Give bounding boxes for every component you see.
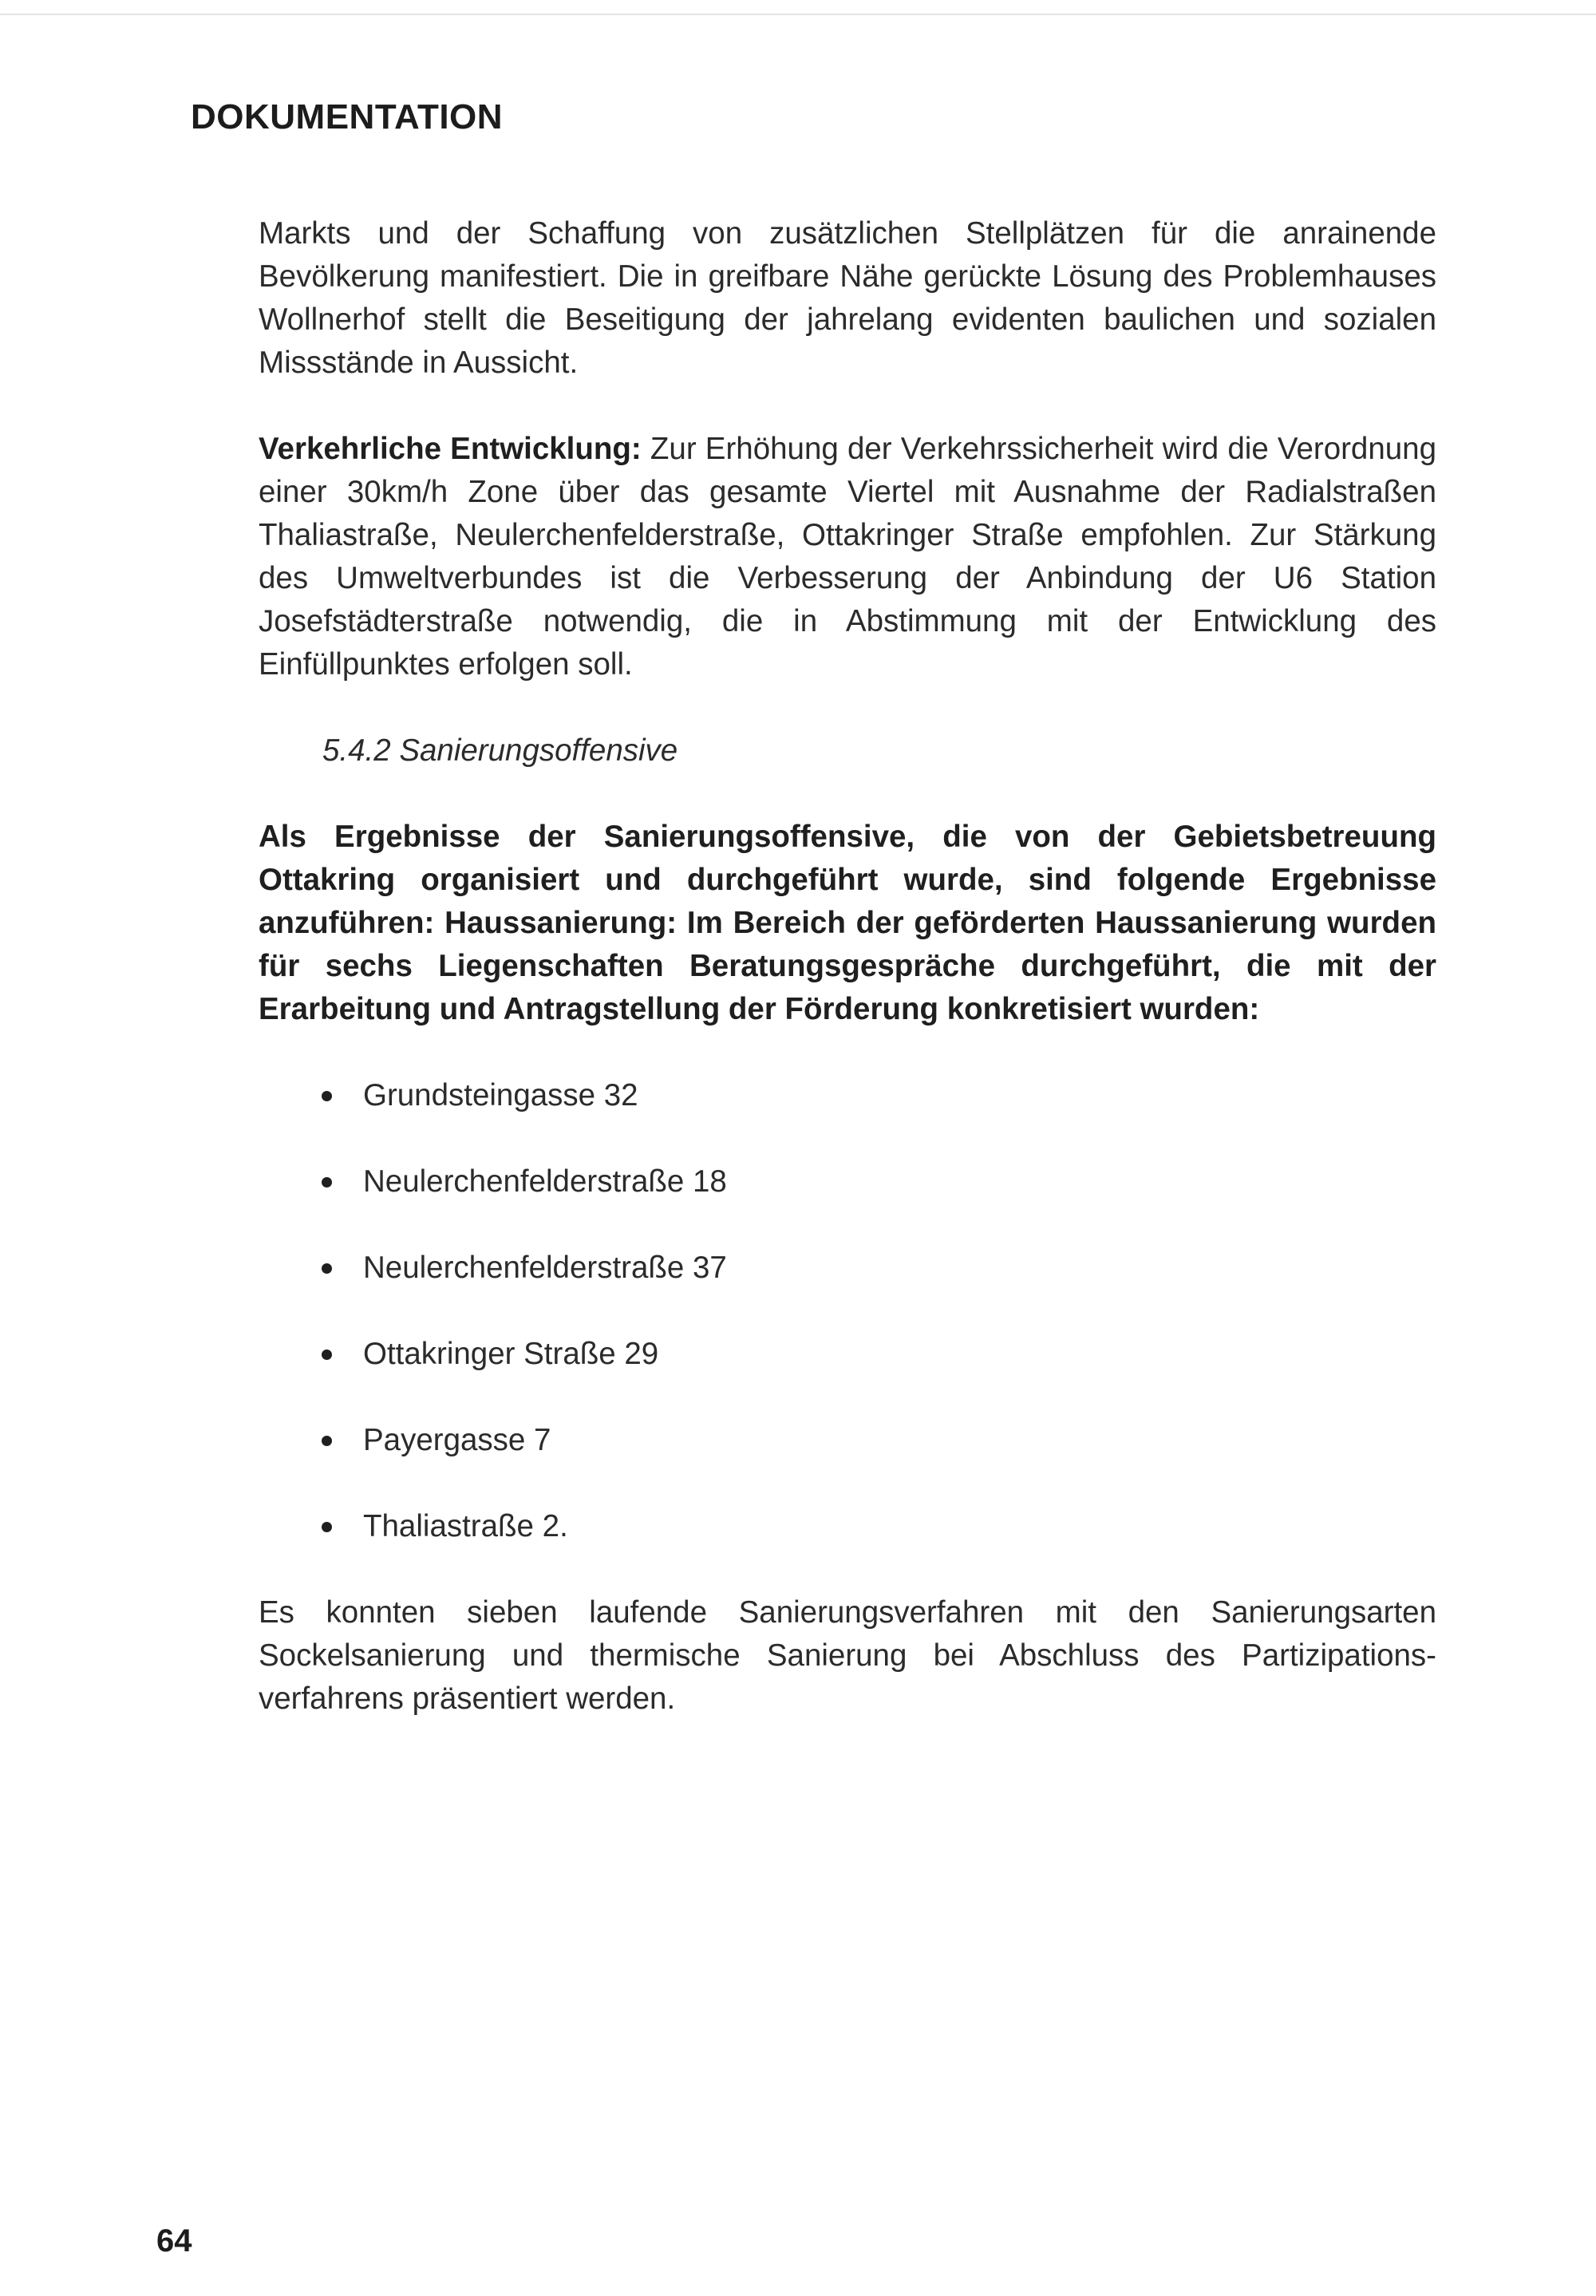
- list-item-text: Thaliastraße 2.: [363, 1509, 568, 1543]
- main-content: [259, 212, 1436, 1721]
- property-list: [259, 1074, 1436, 1591]
- list-item: [259, 1505, 1436, 1591]
- list-item-text: Grundsteingasse 32: [363, 1078, 638, 1112]
- list-item: [259, 1247, 1436, 1333]
- bullet-icon: [322, 1263, 332, 1274]
- bullet-icon: [322, 1350, 332, 1360]
- list-item: [259, 1160, 1436, 1247]
- bullet-icon: [322, 1522, 332, 1532]
- list-item: [259, 1333, 1436, 1419]
- traffic-label: Verkehrliche Entwicklung:: [259, 432, 642, 466]
- traffic-text: Zur Erhöhung der Verkehrssicherheit wird die Verordnung einer 30km/h Zone über das gesamte Viertel mit Ausnahme der Radialstraßen Thaliastraße, Neulerchenfelderstraße, Ottakringer Straße empfohlen. Zur Stärkung des Umweltverbundes ist die Verbesserung der Anbindung der U6 Station Josefstädterstraße notwendig, die in Abstimmung mit der Entwicklung des Einfüllpunktes erfolgen soll.: [259, 432, 1436, 682]
- list-item-text: Ottakringer Straße 29: [363, 1337, 659, 1371]
- bullet-icon: [322, 1091, 332, 1101]
- top-rule: [0, 14, 1596, 15]
- paragraph-traffic: [259, 428, 1436, 686]
- bullet-icon: [322, 1177, 332, 1188]
- section-subheading: 5.4.2 Sanierungsoffensive: [322, 733, 678, 768]
- paragraph-closing: Es konnten sieben laufende Sanierungsverfahren mit den Sanierungsarten Sockelsanierung und thermische Sanierung bei Abschluss des Partizipations-verfahrens präsentiert werden.: [259, 1595, 1436, 1716]
- bullet-icon: [322, 1436, 332, 1446]
- list-item: [259, 1074, 1436, 1160]
- paragraph-renovation-results: Als Ergebnisse der Sanierungsoffensive, die von der Gebietsbetreuung Ottakring organisiert und durchgeführt wurde, sind folgende Ergebnisse anzuführen: Haussanierung: Im Bereich der geförderten Haussanierung wurden für sechs Liegenschaften Beratungsgespräche durchgeführt, die mit der Erarbeitung und Antragstellung der Förderung konkretisiert wurden:: [259, 820, 1436, 1026]
- list-item-text: Neulerchenfelderstraße 18: [363, 1164, 727, 1199]
- list-item-text: Payergasse 7: [363, 1423, 551, 1457]
- section-header: DOKUMENTATION: [191, 97, 504, 136]
- list-item: [259, 1419, 1436, 1505]
- list-item-text: Neulerchenfelderstraße 37: [363, 1251, 727, 1285]
- paragraph-intro: Markts und der Schaffung von zusätzlichen Stellplätzen für die anrainende Bevölkerung manifestiert. Die in greifbare Nähe gerückte Lösung des Problemhauses Wollnerhof stellt die Beseitigung der jahrelang evidenten baulichen und sozialen Missstände in Aussicht.: [259, 216, 1436, 380]
- page-number: 64: [156, 2223, 192, 2258]
